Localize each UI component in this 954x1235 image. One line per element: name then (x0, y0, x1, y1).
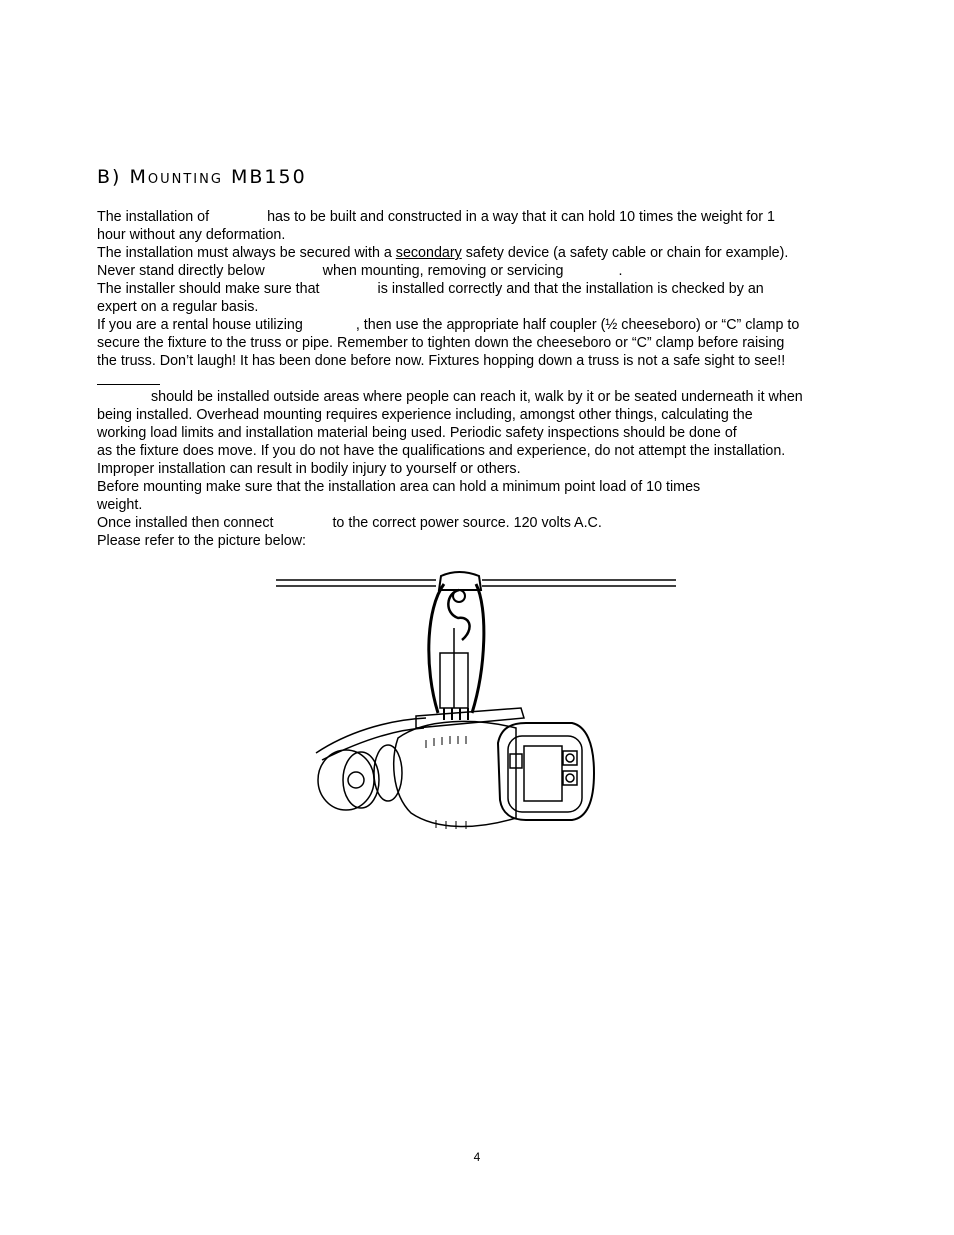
text-segment: safety device (a safety cable or chain for example). (461, 245, 789, 261)
text-line: Please refer to the picture below: (97, 533, 307, 549)
text-line (97, 262, 877, 280)
instructions-body (97, 208, 877, 550)
text-line (97, 316, 877, 334)
text-segment: The installer should make sure that (97, 281, 320, 297)
text-line: as the fixture does move. If you do not have the qualifications and experience, do not attempt the installation. (97, 443, 786, 459)
text-line: being installed. Overhead mounting requires experience including, amongst other things, calculating the (97, 407, 753, 423)
text-segment: The installation must always be secured with a (97, 245, 396, 261)
text-line: secure the fixture to the truss or pipe. Remember to tighten down the cheeseboro or “C” clamp before raising (97, 335, 785, 351)
text-segment: . (618, 263, 623, 279)
text-segment: when mounting, removing or servicing (322, 263, 564, 279)
underline-rule (97, 384, 160, 385)
text-segment: has to be built and constructed in a way that it can hold 10 times the weight for 1 (267, 209, 775, 225)
mounted-fixture-illustration (276, 568, 678, 836)
text-segment: is installed correctly and that the installation is checked by an (377, 281, 764, 297)
text-line: Improper installation can result in bodily injury to yourself or others. (97, 461, 521, 477)
text-line (97, 280, 877, 298)
text-line (97, 208, 877, 226)
text-segment: The installation of (97, 209, 210, 225)
text-line (97, 244, 877, 262)
text-line: weight. (97, 497, 143, 513)
text-line: the truss. Don’t laugh! It has been done before now. Fixtures hopping down a truss is not a safe sight to see!! (97, 353, 786, 369)
section-heading-text: Mounting MB150 (129, 166, 307, 188)
blank-line (97, 370, 877, 388)
page-number: 4 (473, 1150, 481, 1164)
text-line: hour without any deformation. (97, 227, 286, 243)
text-segment: , then use the appropriate half coupler (½ cheeseboro) or “C” clamp to (355, 317, 800, 333)
text-line: working load limits and installation material being used. Periodic safety inspections should be done of (97, 425, 737, 441)
section-heading (97, 166, 307, 188)
text-line: should be installed outside areas where people can reach it, walk by it or be seated underneath it when (151, 389, 803, 405)
underlined-word: secondary (395, 245, 462, 261)
text-line (97, 514, 877, 532)
text-segment: Once installed then connect (97, 515, 274, 531)
fixture-drawing-icon (276, 568, 678, 836)
section-heading-prefix: B) (97, 166, 130, 188)
text-segment: If you are a rental house utilizing (97, 317, 303, 333)
text-line: expert on a regular basis. (97, 299, 259, 315)
text-line: Before mounting make sure that the installation area can hold a minimum point load of 10 times (97, 479, 701, 495)
text-segment: to the correct power source. 120 volts A.C. (332, 515, 602, 531)
text-segment: Never stand directly below (97, 263, 265, 279)
